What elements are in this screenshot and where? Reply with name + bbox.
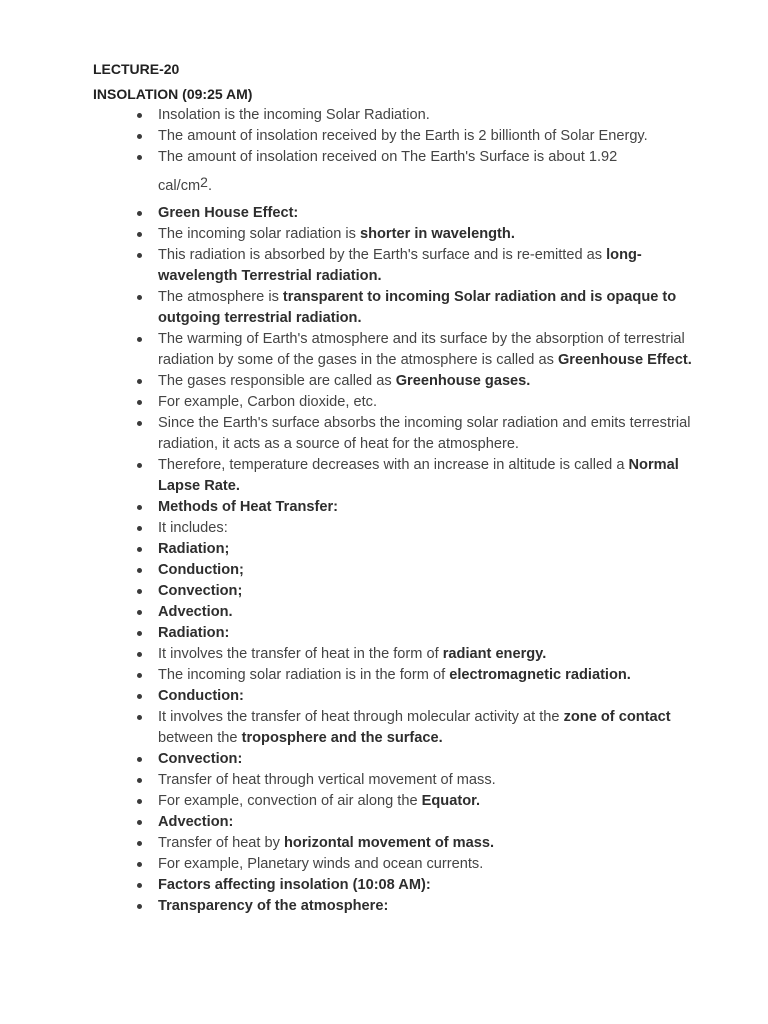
- list-item: [93, 392, 693, 413]
- item-text: The amount of insolation received by the Earth is 2 billionth of Solar Energy.: [158, 128, 648, 144]
- bullet-dot-icon: [137, 463, 142, 468]
- list-item: [93, 749, 693, 770]
- bold-text: Greenhouse gases.: [395, 373, 531, 389]
- list-item: [93, 686, 693, 707]
- list-item: [93, 665, 693, 686]
- item-text: It involves the transfer of heat through molecular activity at the: [158, 709, 564, 725]
- bullet-dot-icon: [137, 883, 142, 888]
- bold-text: Green House Effect:: [158, 205, 299, 221]
- list-item: [93, 560, 693, 581]
- bold-text: electromagnetic radiation.: [449, 667, 631, 683]
- bullet-dot-icon: [137, 715, 142, 720]
- bold-text: Methods of Heat Transfer:: [158, 499, 339, 515]
- list-item: [93, 707, 693, 749]
- bold-text: Equator.: [421, 793, 481, 809]
- list-item: [93, 791, 693, 812]
- item-text: The warming of Earth's atmosphere and its surface by the absorption of terrestrial radiation by some of the gases in the atmosphere is called as: [158, 331, 685, 368]
- bullet-dot-icon: [137, 799, 142, 804]
- list-item: [93, 497, 693, 518]
- document-page: [93, 59, 693, 917]
- bold-text: Greenhouse Effect.: [557, 352, 692, 368]
- bold-text: Radiation:: [158, 625, 230, 641]
- list-item: [93, 329, 693, 371]
- list-item: [93, 518, 693, 539]
- superscript: 2: [200, 174, 208, 190]
- bullet-dot-icon: [137, 295, 142, 300]
- list-item: [93, 455, 693, 497]
- bullet-dot-icon: [137, 820, 142, 825]
- item-text: For example, Planetary winds and ocean currents.: [158, 856, 484, 872]
- list-item: [93, 413, 693, 455]
- list-item: [93, 371, 693, 392]
- bullet-dot-icon: [137, 631, 142, 636]
- bullet-dot-icon: [137, 337, 142, 342]
- list-item: [93, 581, 693, 602]
- item-text: Transfer of heat by: [158, 835, 284, 851]
- bullet-dot-icon: [137, 379, 142, 384]
- item-text: The amount of insolation received on The Earth's Surface is about 1.92: [158, 149, 618, 165]
- bullet-dot-icon: [137, 253, 142, 258]
- bold-text: troposphere and the surface.: [241, 730, 443, 746]
- bold-text: zone of contact: [563, 709, 671, 725]
- bold-text: Radiation;: [158, 541, 230, 557]
- bullet-dot-icon: [137, 757, 142, 762]
- list-item: [93, 896, 693, 917]
- item-text: The gases responsible are called as: [158, 373, 396, 389]
- bold-text: transparent to incoming Solar radiation and is opaque to outgoing terrestrial radiation.: [158, 289, 677, 326]
- bullet-dot-icon: [137, 652, 142, 657]
- bold-text: Convection;: [158, 583, 243, 599]
- section-title: INSOLATION (09:25 AM): [93, 86, 253, 102]
- bold-text: Conduction;: [158, 562, 244, 578]
- lecture-title: LECTURE-20: [93, 61, 180, 77]
- item-text: It involves the transfer of heat in the form of: [158, 646, 443, 662]
- item-text: It includes:: [158, 520, 228, 536]
- item-text: Transfer of heat through vertical movement of mass.: [158, 772, 496, 788]
- bullet-dot-icon: [137, 400, 142, 405]
- bullet-dot-icon: [137, 862, 142, 867]
- list-item: [93, 833, 693, 854]
- bold-text: horizontal movement of mass.: [284, 835, 495, 851]
- bullet-dot-icon: [137, 673, 142, 678]
- bullet-dot-icon: [137, 778, 142, 783]
- item-text: The atmosphere is: [158, 289, 283, 305]
- list-item: [93, 770, 693, 791]
- bullet-dot-icon: [137, 505, 142, 510]
- list-item: [93, 644, 693, 665]
- bold-text: shorter in wavelength.: [359, 226, 515, 242]
- bullet-dot-icon: [137, 421, 142, 426]
- bullet-dot-icon: [137, 134, 142, 139]
- bullet-dot-icon: [137, 589, 142, 594]
- list-item: [93, 203, 693, 224]
- bullet-dot-icon: [137, 694, 142, 699]
- list-item: [93, 224, 693, 245]
- item-text: Therefore, temperature decreases with an increase in altitude is called a: [158, 457, 629, 473]
- bullet-dot-icon: [137, 568, 142, 573]
- bold-text: Transparency of the atmosphere:: [158, 898, 389, 914]
- bold-text: Convection:: [158, 751, 243, 767]
- bold-text: long-wavelength Terrestrial radiation.: [158, 247, 642, 284]
- bullet-list: [93, 105, 693, 917]
- bold-text: Conduction:: [158, 688, 244, 704]
- bullet-dot-icon: [137, 904, 142, 909]
- list-item: [93, 602, 693, 623]
- bold-text: Advection.: [158, 604, 233, 620]
- list-item: [93, 539, 693, 560]
- list-item: [93, 126, 693, 147]
- item-text: Since the Earth's surface absorbs the incoming solar radiation and emits terrestrial radiation, it acts as a source of heat for the atmosphere.: [158, 415, 691, 452]
- list-item: [93, 812, 693, 833]
- list-item: [93, 245, 693, 287]
- list-item: [93, 147, 693, 197]
- bold-text: Advection:: [158, 814, 234, 830]
- bullet-dot-icon: [137, 232, 142, 237]
- list-item: [93, 875, 693, 896]
- item-text: The incoming solar radiation is in the form of: [158, 667, 450, 683]
- bullet-dot-icon: [137, 155, 142, 160]
- item-text: This radiation is absorbed by the Earth's surface and is re-emitted as: [158, 247, 607, 263]
- bullet-dot-icon: [137, 841, 142, 846]
- item-text: The incoming solar radiation is: [158, 226, 360, 242]
- bold-text: radiant energy.: [442, 646, 547, 662]
- item-text: For example, Carbon dioxide, etc.: [158, 394, 378, 410]
- bullet-dot-icon: [137, 113, 142, 118]
- bullet-dot-icon: [137, 526, 142, 531]
- list-item: [93, 105, 693, 126]
- unit-text: cal/$cm^2$.: [158, 174, 213, 194]
- bullet-dot-icon: [137, 610, 142, 615]
- item-text: For example, convection of air along the: [158, 793, 422, 809]
- list-item: [93, 623, 693, 644]
- bullet-dot-icon: [137, 211, 142, 216]
- bold-text: Normal Lapse Rate.: [158, 457, 679, 494]
- bold-text: Factors affecting insolation (10:08 AM):: [158, 877, 431, 893]
- bullet-dot-icon: [137, 547, 142, 552]
- list-item: [93, 854, 693, 875]
- item-text: between the: [158, 730, 242, 746]
- list-item: [93, 287, 693, 329]
- item-text: Insolation is the incoming Solar Radiation.: [158, 107, 430, 123]
